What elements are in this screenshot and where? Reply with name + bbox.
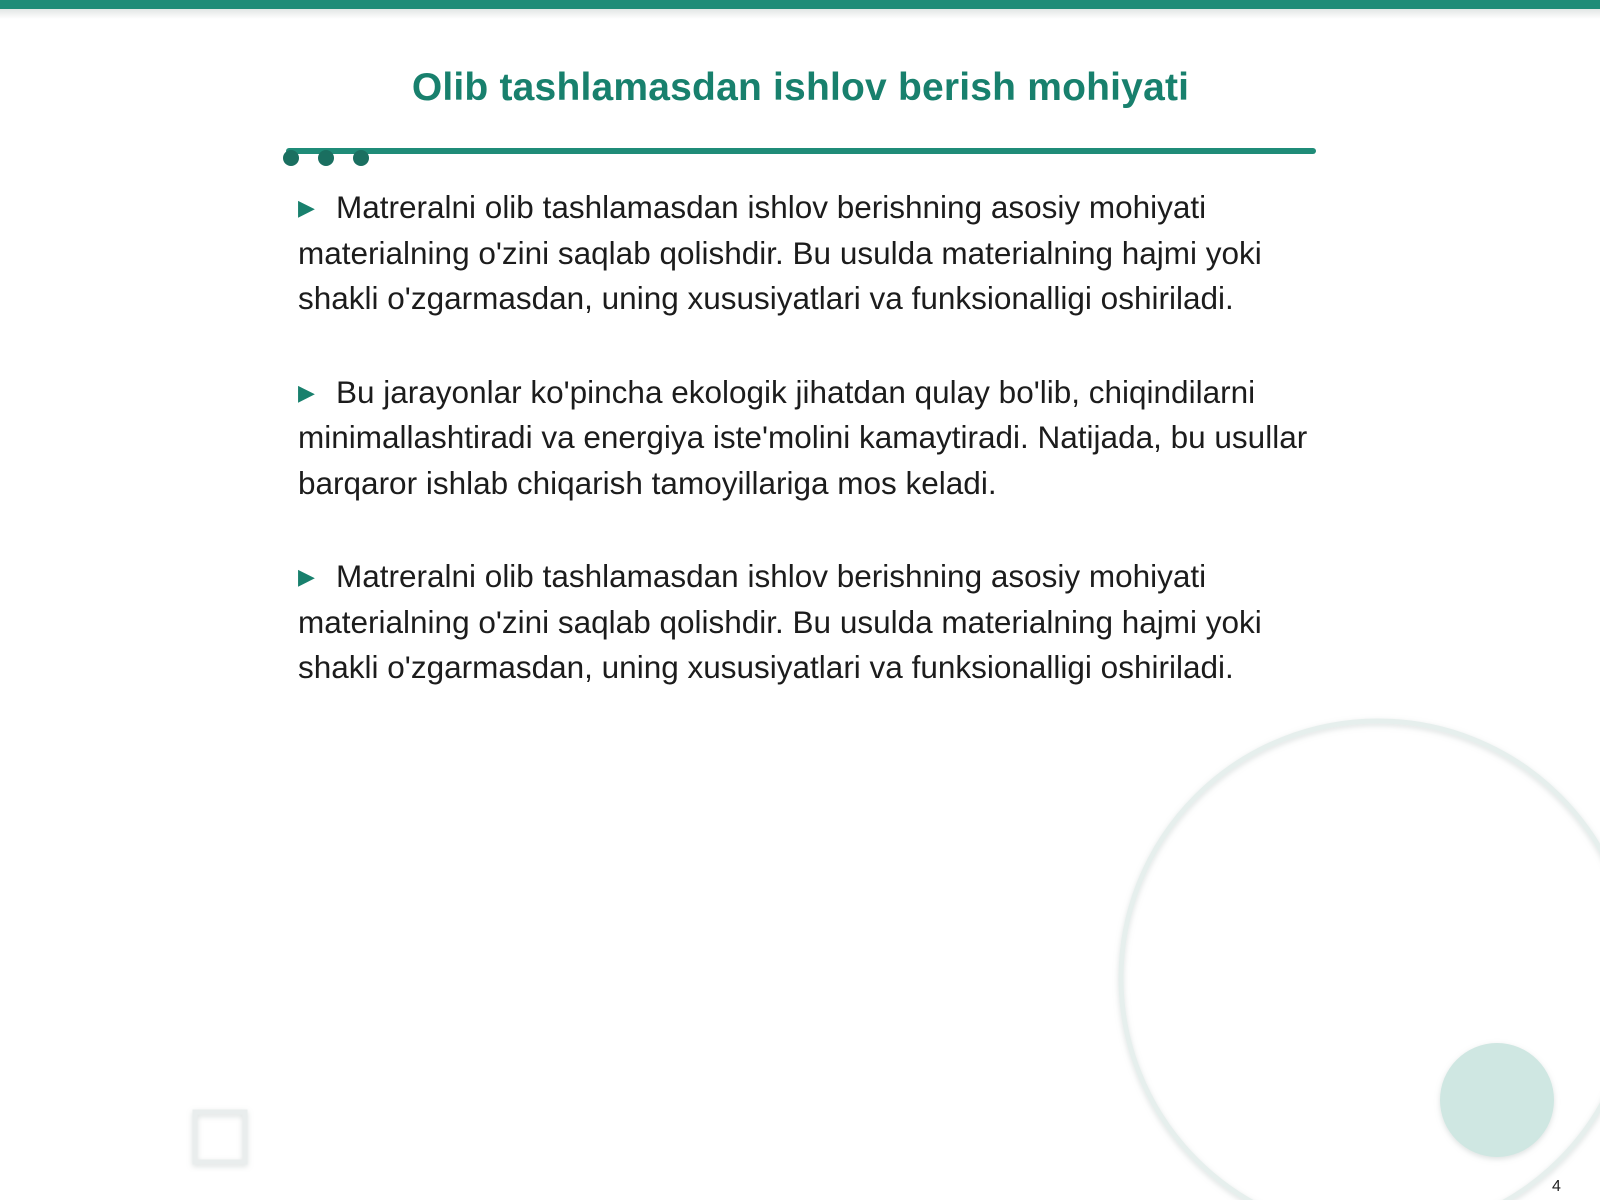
play-triangle-icon: ▶ xyxy=(298,379,315,405)
play-triangle-icon: ▶ xyxy=(298,564,315,589)
paragraph-text: Matreralni olib tashlamasdan ishlov berishning asosiy mohiyati materialning o'zini saqlab qolishdir. Bu usulda materialning hajmi yoki shakli o'zgarmasdan, uning xususiyatlari va funksionalligi oshiriladi. xyxy=(298,558,1262,685)
decor-ball xyxy=(1440,1043,1554,1157)
page-number: 4 xyxy=(1552,1178,1561,1195)
paragraph-text: Matreralni olib tashlamasdan ishlov berishning asosiy mohiyati materialning o'zini saqlab qolishdir. Bu usulda materialning hajmi yoki shakli o'zgarmasdan, uning xususiyatlari va funksionalligi oshiriladi. xyxy=(298,189,1262,316)
slide-title: Olib tashlamasdan ishlov berish mohiyati xyxy=(411,66,1190,109)
play-triangle-icon: ▶ xyxy=(298,195,315,220)
decor-square xyxy=(195,1112,245,1162)
paragraph-text: Bu jarayonlar ko'pincha ekologik jihatdan qulay bo'lib, chiqindilarni minimallashtiradi va energiya iste'molini kamaytiradi. Natijada, bu usullar barqaror ishlab chiqarish tamoyillariga mos keladi. xyxy=(298,373,1308,501)
